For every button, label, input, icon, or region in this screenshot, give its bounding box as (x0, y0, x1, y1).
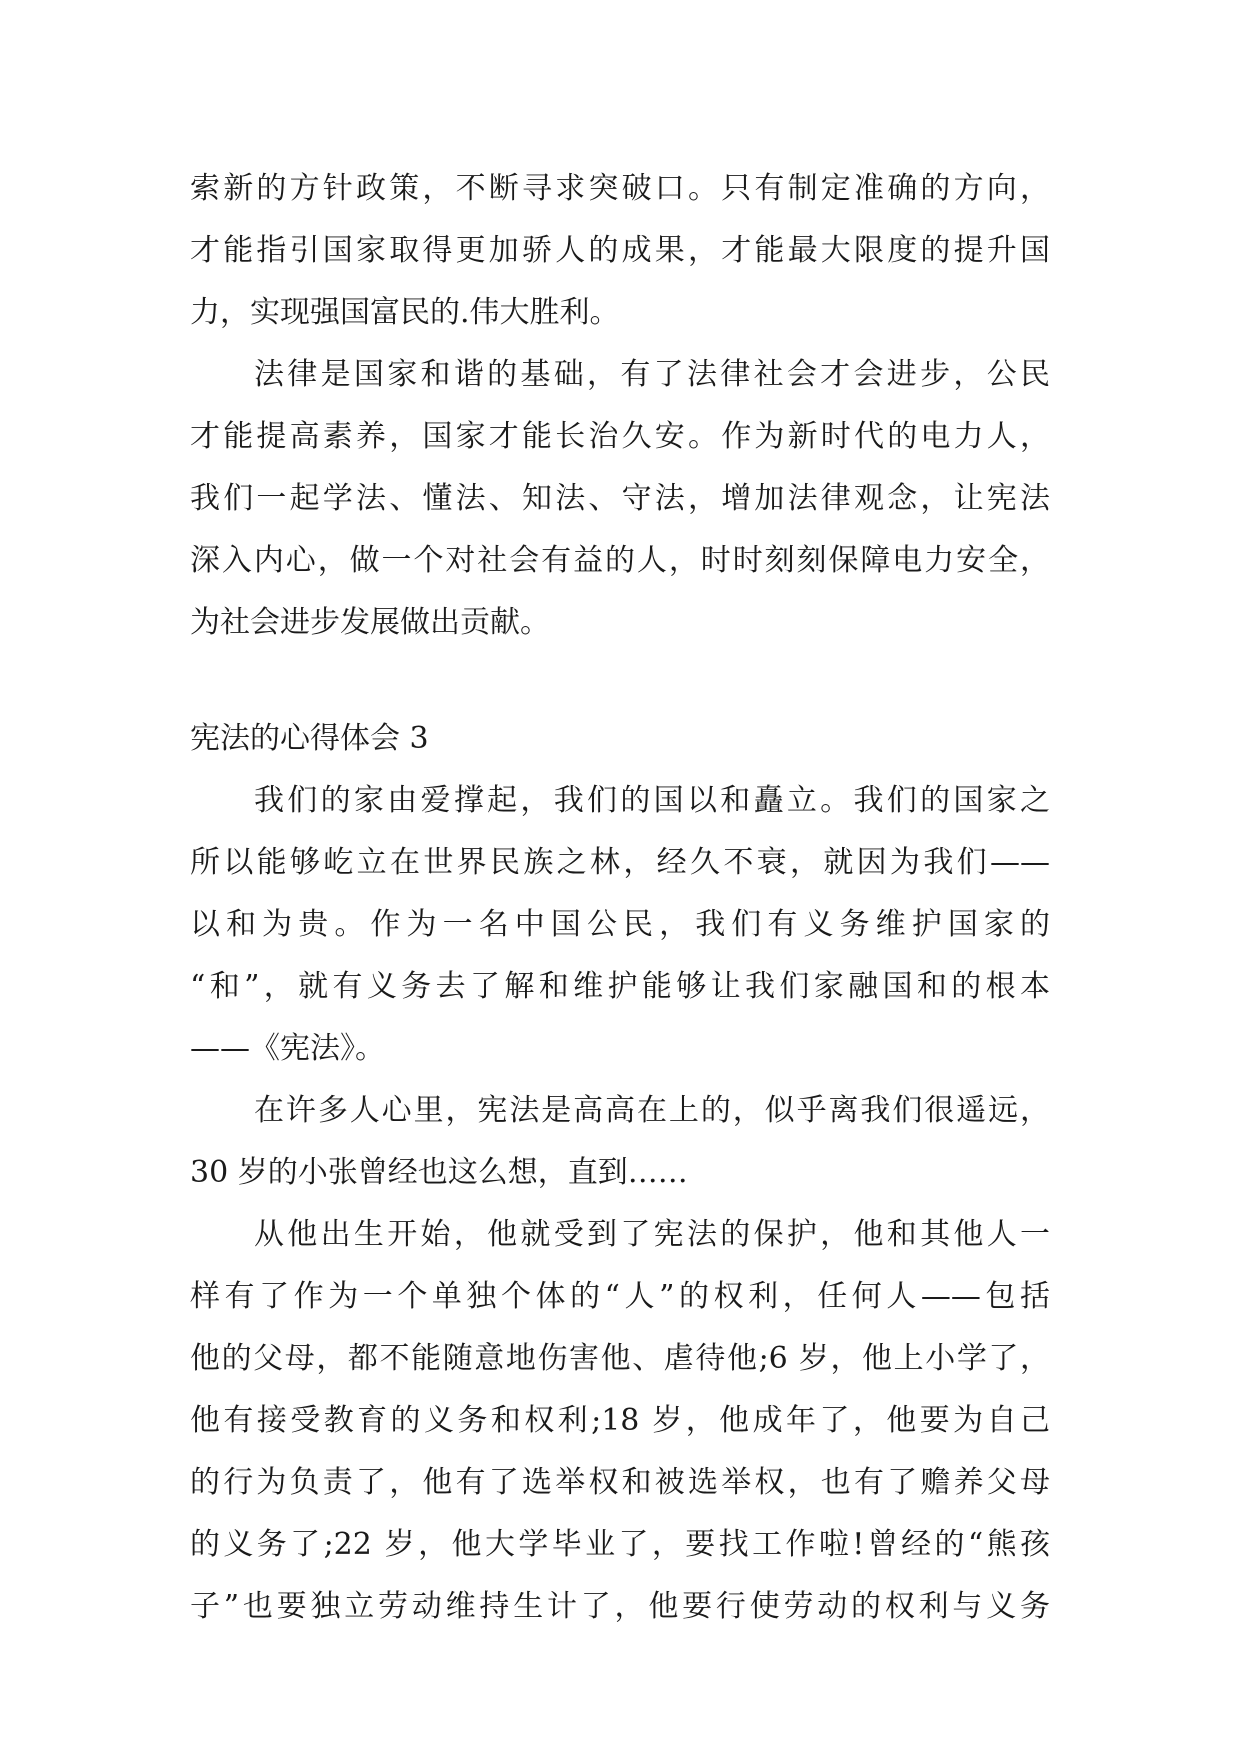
paragraph (190, 1204, 1050, 1638)
paragraph-line: 所以能够屹立在世界民族之林，经久不衰，就因为我们—— (190, 845, 1050, 880)
paragraph-line: 我们的家由爱撑起，我们的国以和矗立。我们的国家之 (254, 783, 1050, 818)
paragraph-line: 子”也要独立劳动维持生计了，他要行使劳动的权利与义务 (190, 1589, 1050, 1624)
paragraph-line: 的义务了;22 岁，他大学毕业了，要找工作啦!曾经的“熊孩 (190, 1527, 1050, 1562)
section-spacer (190, 654, 1050, 708)
paragraph-line: 才能提高素养，国家才能长治久安。作为新时代的电力人， (190, 419, 1050, 454)
paragraph (190, 770, 1050, 1080)
section-title: 宪法的心得体会 3 (190, 721, 429, 756)
paragraph-line: 以和为贵。作为一名中国公民，我们有义务维护国家的 (190, 907, 1050, 942)
paragraph-line: 在许多人心里，宪法是高高在上的，似乎离我们很遥远， (254, 1093, 1050, 1128)
paragraph-line: 法律是国家和谐的基础，有了法律社会才会进步，公民 (254, 357, 1050, 392)
document-body (190, 158, 1050, 1638)
paragraph-line: 30 岁的小张曾经也这么想，直到…… (190, 1155, 688, 1190)
paragraph-line: 为社会进步发展做出贡献。 (190, 605, 550, 640)
paragraph-line: 他的父母，都不能随意地伤害他、虐待他;6 岁，他上小学了， (190, 1341, 1050, 1376)
paragraph-line: 索新的方针政策，不断寻求突破口。只有制定准确的方向， (190, 171, 1050, 206)
paragraph-line: 的行为负责了，他有了选举权和被选举权，也有了赡养父母 (190, 1465, 1050, 1500)
paragraph-line: 他有接受教育的义务和权利;18 岁，他成年了，他要为自己 (190, 1403, 1050, 1438)
paragraph-line: ——《宪法》。 (190, 1031, 385, 1066)
paragraph-line: “和”，就有义务去了解和维护能够让我们家融国和的根本 (190, 969, 1050, 1004)
paragraph (190, 1080, 1050, 1204)
paragraph (190, 344, 1050, 654)
paragraph-line: 力，实现强国富民的.伟大胜利。 (190, 295, 620, 330)
paragraph-line: 我们一起学法、懂法、知法、守法，增加法律观念，让宪法 (190, 481, 1050, 516)
paragraph-line: 从他出生开始，他就受到了宪法的保护，他和其他人一 (254, 1217, 1050, 1252)
paragraph-line: 才能指引国家取得更加骄人的成果，才能最大限度的提升国 (190, 233, 1050, 268)
paragraph (190, 158, 1050, 344)
paragraph-line: 样有了作为一个单独个体的“人”的权利，任何人——包括 (190, 1279, 1050, 1314)
paragraph-line: 深入内心，做一个对社会有益的人，时时刻刻保障电力安全， (190, 543, 1050, 578)
